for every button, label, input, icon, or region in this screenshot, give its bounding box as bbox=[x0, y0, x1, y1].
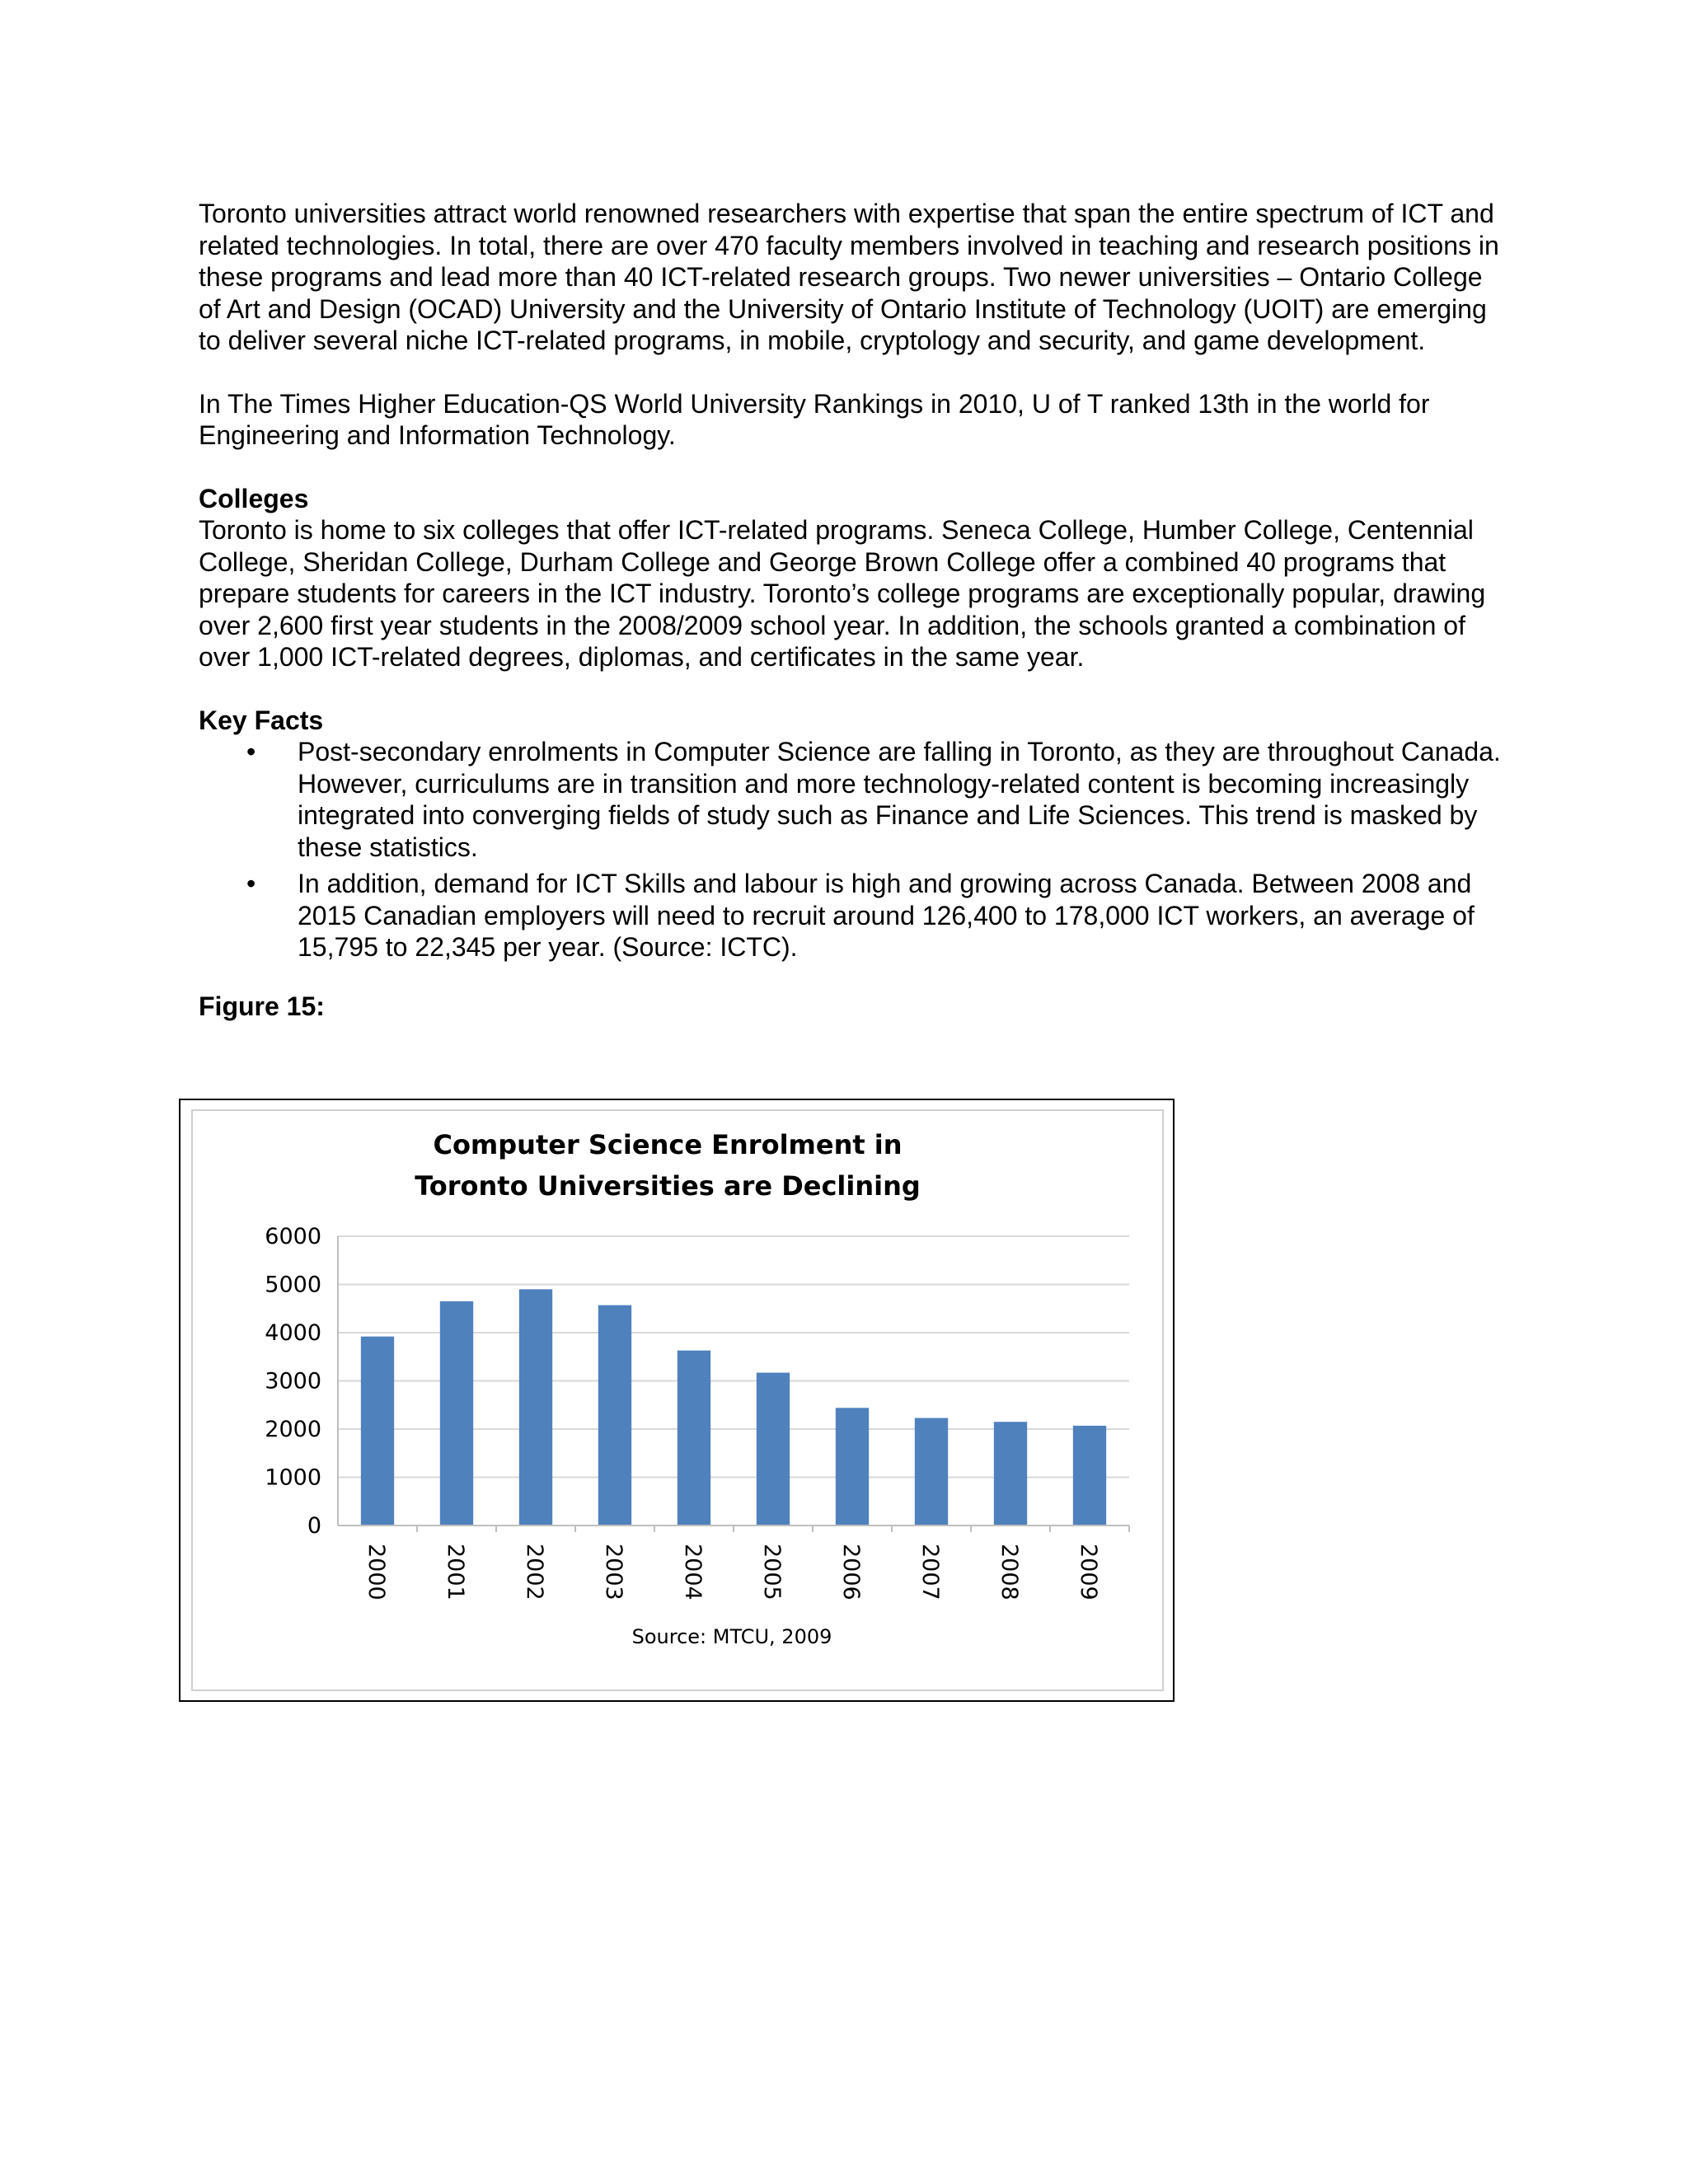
list-item-text: In addition, demand for ICT Skills and labour is high and growing across Canada. Between 2008 and 2015 Canadian employers will need to recruit around 126,400 to 178,000 ICT workers, an average of 15,795 to 22,345 per year. (Source: ICTC). bbox=[298, 869, 1475, 962]
y-tick-label: 5000 bbox=[265, 1272, 321, 1298]
bar-2008 bbox=[994, 1422, 1027, 1526]
bar-chart bbox=[191, 1109, 1164, 1691]
bullet-icon: • bbox=[246, 869, 256, 898]
chart-title bbox=[415, 1129, 921, 1202]
bar-2000 bbox=[361, 1337, 394, 1526]
bar-2003 bbox=[598, 1305, 631, 1526]
list-item-text: Post-secondary enrolments in Computer Science are falling in Toronto, as they are throughout Canada. However, curriculums are in transition and more technology-related content is becoming increasingly integrated into converging fields of study such as Finance and Life Sciences. This trend is masked by these statistics. bbox=[298, 737, 1501, 862]
x-tick-label: 2003 bbox=[601, 1544, 626, 1601]
x-tick-label: 2008 bbox=[996, 1544, 1022, 1601]
x-tick-label: 2000 bbox=[363, 1544, 389, 1601]
x-tick-label: 2009 bbox=[1076, 1544, 1101, 1601]
document-page bbox=[199, 198, 1501, 1022]
paragraph-rankings: In The Times Higher Education-QS World University Rankings in 2010, U of T ranked 13th in the world for Engineering and Information Technology. bbox=[199, 388, 1430, 450]
y-tick-label: 4000 bbox=[265, 1320, 321, 1346]
x-tick-label: 2005 bbox=[759, 1544, 785, 1601]
y-tick-label: 2000 bbox=[265, 1417, 321, 1442]
chart-source-note: Source: MTCU, 2009 bbox=[631, 1625, 832, 1648]
x-tick-label: 2007 bbox=[917, 1544, 943, 1601]
bar-2001 bbox=[440, 1301, 473, 1526]
bar-2009 bbox=[1073, 1426, 1106, 1526]
bar-2002 bbox=[519, 1289, 552, 1526]
list-item bbox=[199, 868, 1501, 963]
x-tick-label: 2002 bbox=[522, 1544, 547, 1601]
bar-2007 bbox=[915, 1418, 948, 1526]
chart-title-line: Toronto Universities are Declining bbox=[415, 1170, 921, 1202]
paragraph-universities: Toronto universities attract world renowned researchers with expertise that span the entire spectrum of ICT and related technologies. In total, there are over 470 faculty members involved in teaching and research positions in these programs and lead more than 40 ICT-related research groups. Two newer universities – Ontario College of Art and Design (OCAD) University and the University of Ontario Institute of Technology (UOIT) are emerging to deliver several niche ICT-related programs, in mobile, cryptology and security, and game development. bbox=[199, 199, 1499, 355]
y-tick-label: 3000 bbox=[265, 1368, 321, 1394]
x-tick-label: 2001 bbox=[443, 1544, 468, 1601]
x-tick-label: 2006 bbox=[838, 1544, 864, 1601]
list-item bbox=[199, 736, 1501, 863]
y-tick-label: 0 bbox=[307, 1513, 321, 1539]
x-axis-ticks bbox=[363, 1526, 1129, 1601]
heading-key-facts: Key Facts bbox=[199, 705, 324, 735]
chart-bars bbox=[361, 1289, 1106, 1526]
key-facts-list bbox=[199, 736, 1501, 963]
bar-2006 bbox=[836, 1408, 869, 1526]
y-tick-label: 6000 bbox=[265, 1224, 321, 1249]
paragraph-colleges: Toronto is home to six colleges that offer ICT-related programs. Seneca College, Humber College, Centennial College, Sheridan College, Durham College and George Brown College offer a combined 40 programs that prepare students for careers in the ICT industry. Toronto’s college programs are exceptionally popular, drawing over 2,600 first year students in the 2008/2009 school year. In addition, the schools granted a combination of over 1,000 ICT-related degrees, diplomas, and certificates in the same year. bbox=[199, 515, 1486, 672]
figure-label: Figure 15: bbox=[199, 991, 325, 1021]
bar-2005 bbox=[757, 1373, 790, 1526]
y-tick-label: 1000 bbox=[265, 1465, 321, 1491]
bullet-icon: • bbox=[246, 737, 256, 766]
y-axis-ticks bbox=[265, 1224, 321, 1539]
x-tick-label: 2004 bbox=[680, 1544, 706, 1601]
bar-2004 bbox=[678, 1351, 710, 1526]
chart-title-line: Computer Science Enrolment in bbox=[433, 1129, 903, 1160]
heading-colleges: Colleges bbox=[199, 483, 309, 513]
